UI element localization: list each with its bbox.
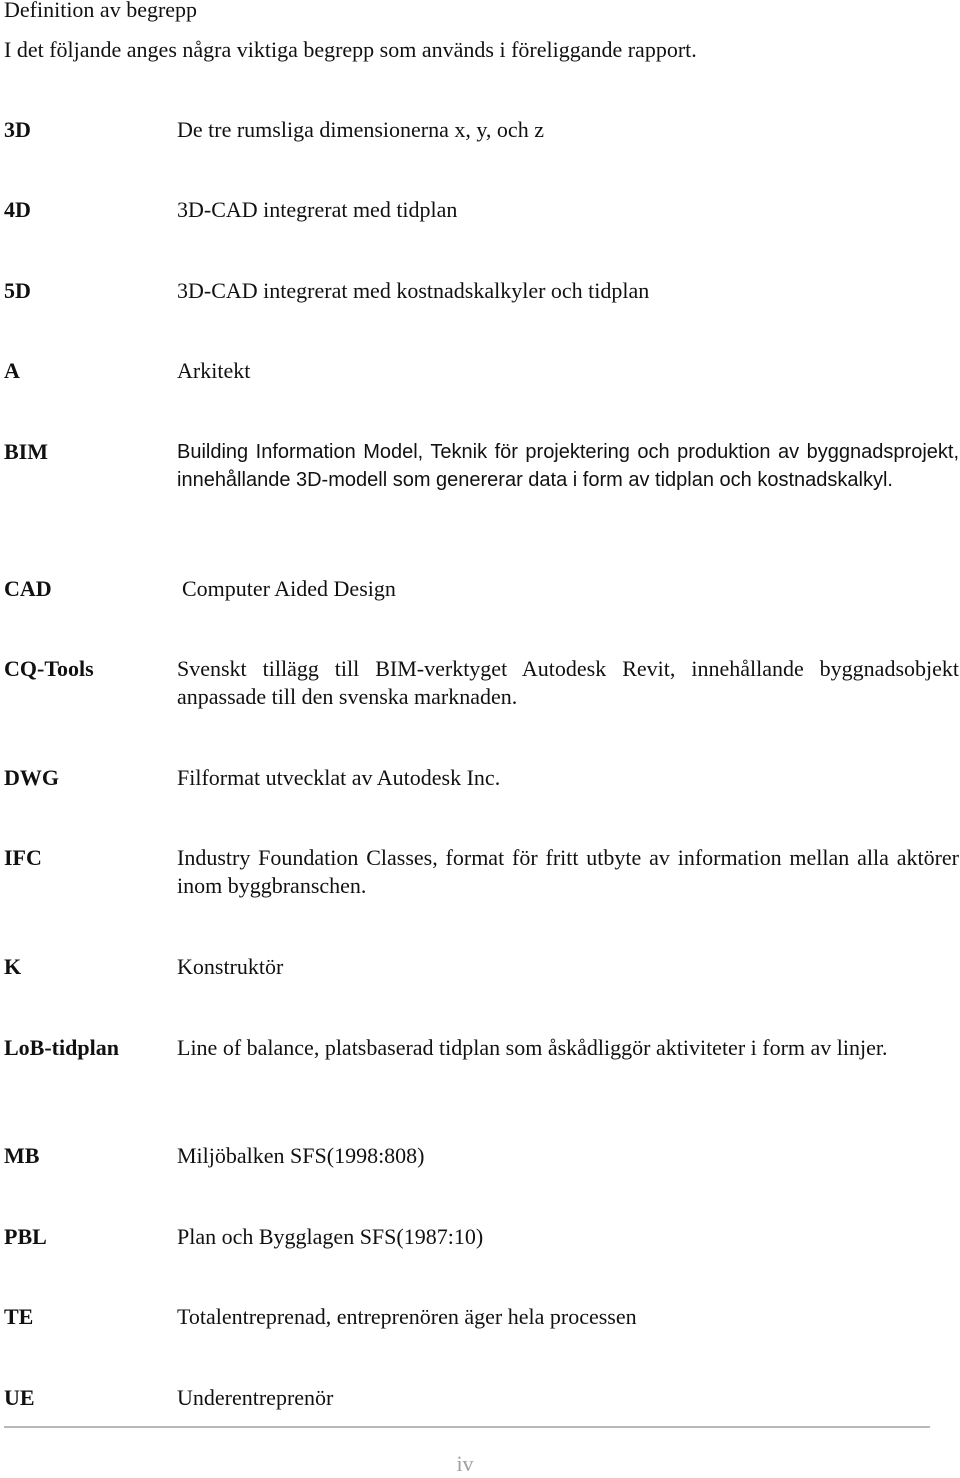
- glossary-definition: Arkitekt: [177, 358, 251, 383]
- glossary-term: CAD: [4, 576, 52, 601]
- glossary-definition: Line of balance, platsbaserad tidplan som åskådliggör aktiviteter i form av linjer.: [177, 1035, 888, 1060]
- glossary-term: MB: [4, 1143, 40, 1168]
- glossary-term: BIM: [4, 439, 48, 464]
- glossary-definition: 3D-CAD integrerat med kostnadskalkyler och tidplan: [177, 278, 650, 303]
- glossary-definition: Underentreprenör: [177, 1385, 334, 1410]
- glossary-term: 3D: [4, 117, 31, 142]
- footer-divider: [4, 1426, 930, 1428]
- glossary-term: 4D: [4, 197, 31, 222]
- glossary-definition: 3D-CAD integrerat med tidplan: [177, 197, 458, 222]
- glossary-term: UE: [4, 1385, 35, 1410]
- glossary-definition: Computer Aided Design: [182, 576, 396, 601]
- glossary-definition: Building Information Model, Teknik för projektering och produktion av byggnadsprojekt, innehållande 3D-modell som genererar data i form av tidplan och kostnadskalkyl.: [177, 441, 959, 491]
- glossary-definition: Konstruktör: [177, 954, 284, 979]
- glossary-definition: Filformat utvecklat av Autodesk Inc.: [177, 765, 501, 790]
- glossary-definition: De tre rumsliga dimensionerna x, y, och z: [177, 117, 544, 142]
- glossary-definition: Miljöbalken SFS(1998:808): [177, 1143, 425, 1168]
- page-heading: Definition av begrepp: [4, 0, 198, 22]
- glossary-definition: Industry Foundation Classes, format för fritt utbyte av information mellan alla aktörer inom byggbranschen.: [177, 845, 959, 898]
- glossary-term: IFC: [4, 845, 42, 870]
- glossary-definition: Totalentreprenad, entreprenören äger hela processen: [177, 1304, 637, 1329]
- glossary-term: A: [4, 358, 20, 383]
- intro-text: I det följande anges några viktiga begrepp som används i föreliggande rapport.: [4, 37, 697, 62]
- page-number: iv: [456, 1451, 474, 1476]
- glossary-term: K: [4, 954, 22, 979]
- glossary-term: 5D: [4, 278, 31, 303]
- glossary-term: DWG: [4, 765, 59, 790]
- glossary-term: CQ-Tools: [4, 656, 94, 681]
- glossary-term: LoB-tidplan: [4, 1035, 119, 1060]
- glossary-term: PBL: [4, 1224, 47, 1249]
- glossary-definition: Plan och Bygglagen SFS(1987:10): [177, 1224, 484, 1249]
- glossary-term: TE: [4, 1304, 34, 1329]
- glossary-definition: Svenskt tillägg till BIM-verktyget Autodesk Revit, innehållande byggnadsobjekt anpassade till den svenska marknaden.: [177, 656, 959, 709]
